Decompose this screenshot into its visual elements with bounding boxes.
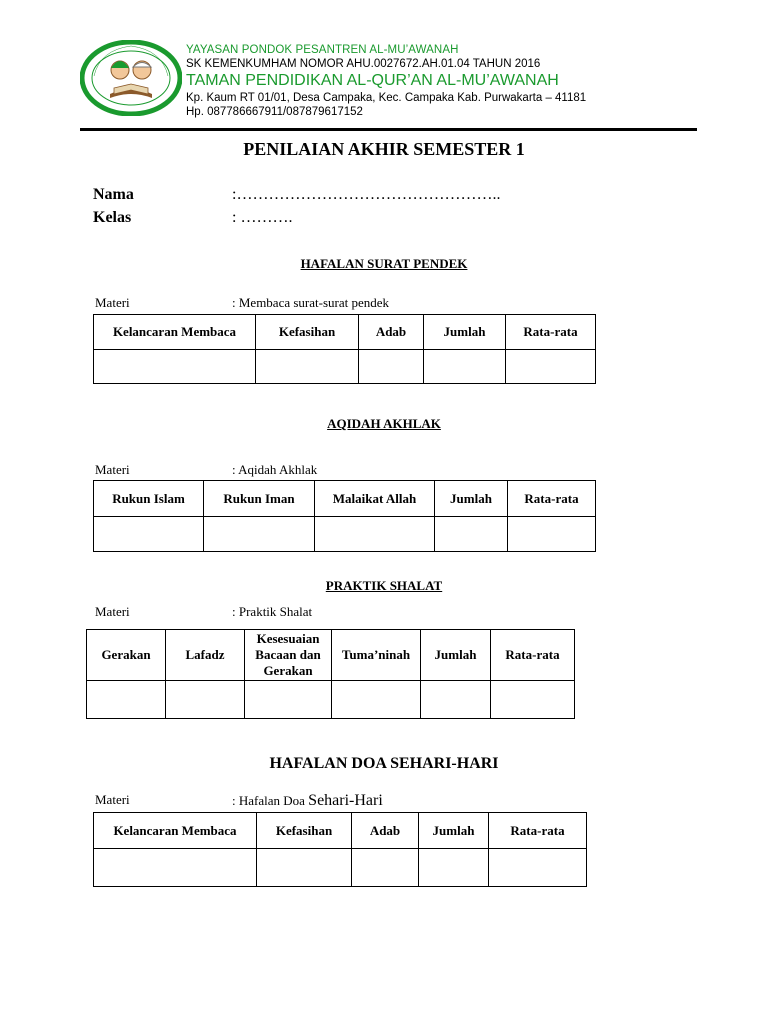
section-title: HAFALAN SURAT PENDEK	[300, 256, 468, 271]
score-cell[interactable]	[419, 849, 489, 887]
score-cell[interactable]	[508, 517, 596, 552]
column-header: Kelancaran Membaca	[94, 813, 257, 849]
column-header: Adab	[352, 813, 419, 849]
score-cell[interactable]	[332, 681, 421, 719]
score-cell[interactable]	[424, 350, 506, 384]
score-cell[interactable]	[94, 849, 257, 887]
score-cell[interactable]	[421, 681, 491, 719]
column-header: Rata-rata	[506, 315, 596, 350]
materi-label: Materi	[95, 604, 130, 619]
column-header: Malaikat Allah	[315, 481, 435, 517]
column-header: Tuma’ninah	[332, 630, 421, 681]
score-cell[interactable]	[94, 517, 204, 552]
materi-label: Materi	[95, 295, 130, 310]
section-title: HAFALAN DOA SEHARI-HARI	[269, 755, 499, 772]
school-address: Kp. Kaum RT 01/01, Desa Campaka, Kec. Campaka Kab. Purwakarta – 41181	[186, 92, 587, 104]
foundation-name: YAYASAN PONDOK PESANTREN AL-MU’AWANAH	[186, 44, 459, 56]
score-cell[interactable]	[256, 350, 359, 384]
materi-label: Materi	[95, 792, 130, 807]
column-header: Gerakan	[87, 630, 166, 681]
school-phone: Hp. 087786667911/087879617152	[186, 106, 363, 118]
column-header: Lafadz	[166, 630, 245, 681]
score-cell[interactable]	[435, 517, 508, 552]
header-divider	[80, 128, 697, 131]
nama-label: Nama	[93, 186, 134, 203]
page-title: PENILAIAN AKHIR SEMESTER 1	[243, 139, 525, 159]
score-cell[interactable]	[491, 681, 575, 719]
score-cell[interactable]	[166, 681, 245, 719]
materi-value: : Praktik Shalat	[232, 604, 313, 619]
column-header: Kelancaran Membaca	[94, 315, 256, 350]
score-table-doa-sehari-hari	[93, 812, 587, 887]
materi-value: : Hafalan Doa Sehari-Hari	[232, 792, 383, 809]
score-cell[interactable]	[94, 350, 256, 384]
score-cell[interactable]	[315, 517, 435, 552]
column-header: Rata-rata	[491, 630, 575, 681]
column-header: Rata-rata	[508, 481, 596, 517]
column-header: Kesesuaian Bacaan dan Gerakan	[245, 630, 332, 681]
materi-value: : Aqidah Akhlak	[232, 462, 318, 477]
column-header: Kefasihan	[257, 813, 352, 849]
column-header: Rukun Iman	[204, 481, 315, 517]
score-table-praktik-shalat	[86, 629, 575, 719]
score-cell[interactable]	[352, 849, 419, 887]
score-cell[interactable]	[204, 517, 315, 552]
materi-value: : Membaca surat-surat pendek	[232, 295, 390, 310]
kelas-value[interactable]: : ……….	[232, 209, 293, 226]
nama-value[interactable]: :…………………………………………..	[232, 186, 501, 203]
score-table-surat-pendek	[93, 314, 596, 384]
score-cell[interactable]	[489, 849, 587, 887]
column-header: Adab	[359, 315, 424, 350]
score-cell[interactable]	[359, 350, 424, 384]
column-header: Rata-rata	[489, 813, 587, 849]
score-table-aqidah-akhlak	[93, 480, 596, 552]
column-header: Rukun Islam	[94, 481, 204, 517]
school-name: TAMAN PENDIDIKAN AL-QUR’AN AL-MU’AWANAH	[186, 72, 559, 89]
kelas-label: Kelas	[93, 209, 132, 226]
section-title: AQIDAH AKHLAK	[327, 416, 441, 431]
score-cell[interactable]	[87, 681, 166, 719]
decree-number: SK KEMENKUMHAM NOMOR AHU.0027672.AH.01.04 TAHUN 2016	[186, 58, 541, 70]
score-cell[interactable]	[506, 350, 596, 384]
school-emblem-icon	[80, 40, 182, 116]
column-header: Jumlah	[421, 630, 491, 681]
materi-label: Materi	[95, 462, 130, 477]
column-header: Jumlah	[424, 315, 506, 350]
score-cell[interactable]	[245, 681, 332, 719]
column-header: Jumlah	[435, 481, 508, 517]
section-title: PRAKTIK SHALAT	[325, 578, 443, 593]
score-cell[interactable]	[257, 849, 352, 887]
column-header: Kefasihan	[256, 315, 359, 350]
column-header: Jumlah	[419, 813, 489, 849]
